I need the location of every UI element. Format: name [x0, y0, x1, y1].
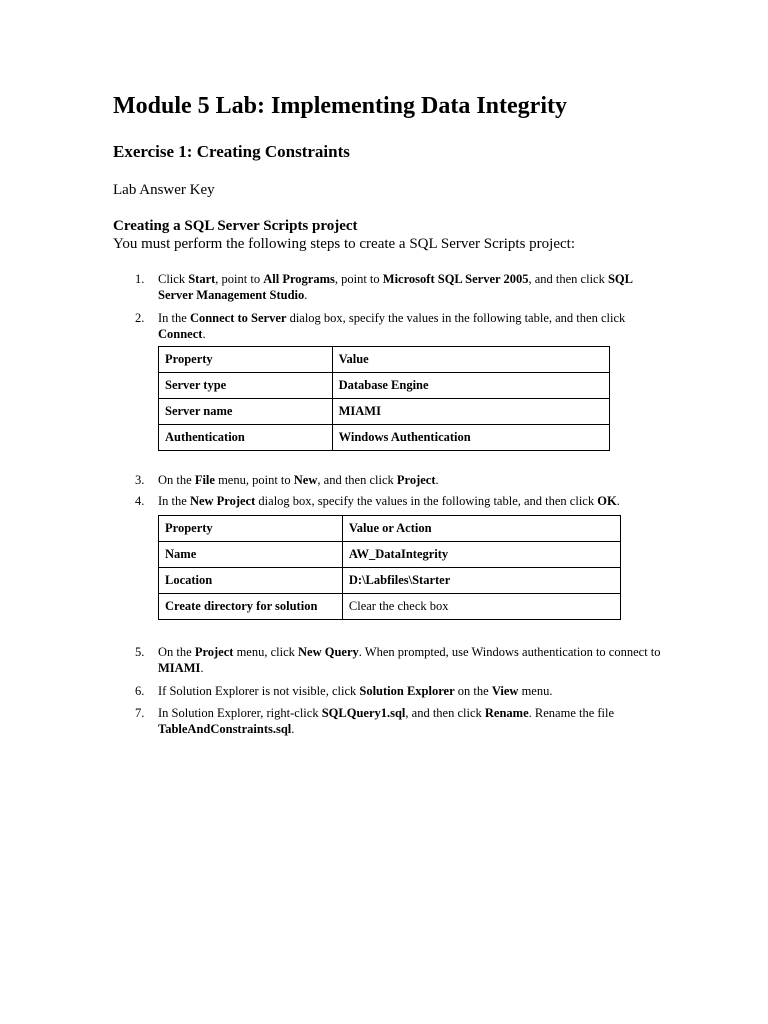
- step-text: In the Connect to Server dialog box, specify the values in the following table, and then click Connect.: [158, 311, 626, 341]
- table-row: [159, 594, 621, 620]
- table-header-row: [159, 347, 610, 373]
- table-header-cell: Property: [159, 347, 333, 373]
- step-number: 3.: [135, 473, 145, 487]
- section-intro: You must perform the following steps to create a SQL Server Scripts project:: [113, 236, 575, 252]
- table-row: [159, 399, 610, 425]
- table-cell: Authentication: [159, 425, 333, 451]
- connect-to-server-table: [158, 346, 610, 451]
- table-cell: AW_DataIntegrity: [342, 542, 620, 568]
- table-header-row: [159, 516, 621, 542]
- step-text: On the Project menu, click New Query. When prompted, use Windows authentication to connect to MIAMI.: [158, 645, 661, 675]
- table-cell: Server name: [159, 399, 333, 425]
- table-cell: Location: [159, 568, 343, 594]
- table-row: [159, 568, 621, 594]
- table-cell: Name: [159, 542, 343, 568]
- table-header-cell: Property: [159, 516, 343, 542]
- table-row: [159, 425, 610, 451]
- step-text: On the File menu, point to New, and then click Project.: [158, 473, 439, 487]
- page-title: Module 5 Lab: Implementing Data Integrity: [113, 93, 567, 119]
- step-number: 1.: [135, 272, 145, 286]
- table-cell: Clear the check box: [342, 594, 620, 620]
- table-cell: Windows Authentication: [332, 425, 609, 451]
- table-cell: Server type: [159, 373, 333, 399]
- table-cell: Database Engine: [332, 373, 609, 399]
- step-number: 2.: [135, 311, 145, 325]
- step-text: If Solution Explorer is not visible, click Solution Explorer on the View menu.: [158, 684, 553, 698]
- step-text: In the New Project dialog box, specify the values in the following table, and then click OK.: [158, 494, 620, 508]
- table-row: [159, 373, 610, 399]
- section-heading: Creating a SQL Server Scripts project: [113, 218, 358, 234]
- table-cell: D:\Labfiles\Starter: [342, 568, 620, 594]
- table-cell: MIAMI: [332, 399, 609, 425]
- step-number: 5.: [135, 645, 145, 659]
- step-number: 6.: [135, 684, 145, 698]
- table-row: [159, 542, 621, 568]
- new-project-table: [158, 515, 621, 620]
- table-header-cell: Value: [332, 347, 609, 373]
- step-text: Click Start, point to All Programs, point to Microsoft SQL Server 2005, and then click SQL Server Management Studio.: [158, 272, 633, 302]
- step-text: In Solution Explorer, right-click SQLQuery1.sql, and then click Rename. Rename the file TableAndConstraints.sql.: [158, 706, 615, 736]
- table-cell: Create directory for solution: [159, 594, 343, 620]
- step-number: 4.: [135, 494, 145, 508]
- exercise-title: Exercise 1: Creating Constraints: [113, 142, 350, 161]
- table-header-cell: Value or Action: [342, 516, 620, 542]
- subtitle: Lab Answer Key: [113, 182, 215, 198]
- step-number: 7.: [135, 706, 145, 720]
